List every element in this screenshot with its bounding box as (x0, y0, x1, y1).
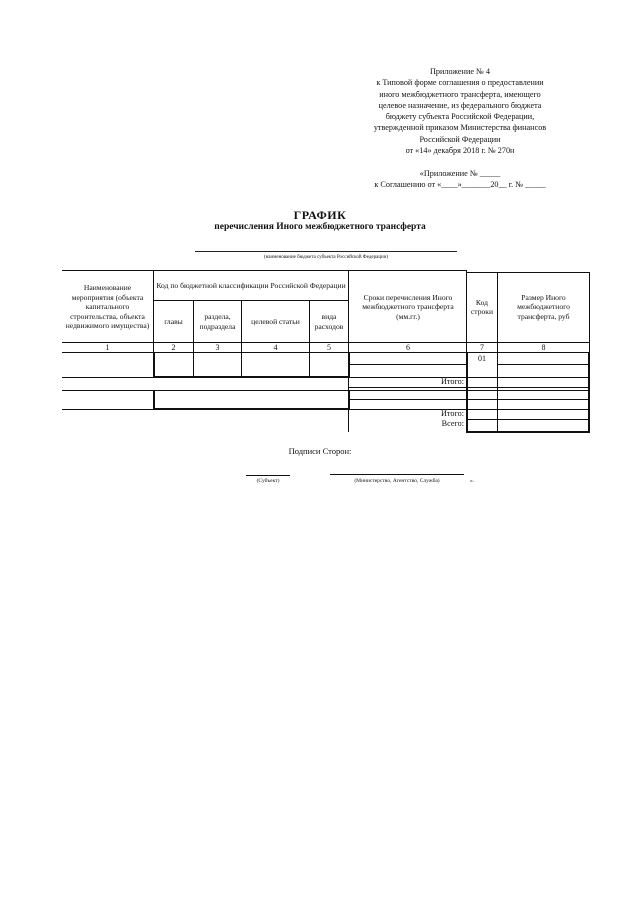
signature-line-ministry (330, 474, 464, 475)
agreement-annex-block (340, 168, 580, 191)
document-subtitle: перечисления Иного межбюджетного трансферта (214, 222, 426, 232)
col-number: 7 (480, 343, 484, 352)
end-mark: ». (469, 478, 475, 484)
agreement-line: к Соглашению от «____»_______20__ г. № _____ (374, 180, 546, 190)
thick-divider (588, 352, 590, 432)
annex-line: утвержденной приказом Министерства финансов (373, 123, 547, 133)
annex-line: Российской Федерации (419, 134, 501, 144)
header-glavy: главы (164, 316, 183, 326)
header-bk: Код по бюджетной классификации Российской Федерации (156, 281, 346, 291)
col-number: 1 (105, 343, 110, 352)
row-line (62, 409, 590, 410)
itogo-label: Итого: (441, 409, 464, 418)
header-name: Наименование мероприятия (объекта капитального строительства, объекта недвижимого имущества) (65, 283, 150, 331)
annex-line: целевое назначение, из федерального бюджета (378, 100, 542, 110)
header-razmer: Размер Иного межбюджетного трансферта, руб (517, 292, 570, 321)
col-number: 5 (327, 343, 331, 352)
agreement-line: «Приложение № _____ (419, 169, 501, 178)
table-bottom (466, 431, 590, 433)
annex-line: от «14» декабря 2018 г. № 270н (405, 146, 515, 156)
signature-caption-ministry: (Министерство, Агентство, Служба) (354, 478, 440, 484)
col-number: 6 (406, 343, 410, 352)
header-kod: Код строки (470, 297, 494, 316)
header-razdela: раздела, подраздела (199, 312, 236, 331)
block2-top (153, 390, 349, 391)
numbers-bottom-border (62, 352, 590, 353)
annex-block (330, 66, 590, 156)
thick-divider (466, 352, 468, 432)
signature-line-subject (246, 475, 290, 476)
row-line (349, 364, 467, 365)
header-sroki: Сроки перечисления Иного межбюджетного трансферта (мм.гг.) (362, 292, 454, 321)
block2-left (153, 390, 155, 409)
col-number: 3 (215, 343, 220, 352)
row-code: 01 (478, 354, 486, 363)
signature-caption-subject: (Субъект) (256, 478, 280, 484)
annex-line: иного межбюджетного трансферта, имеющего (379, 89, 541, 99)
annex-line: бюджету субъекта Российской Федерации, (385, 112, 535, 122)
header-vida: вида расходов (314, 312, 344, 331)
row-line (497, 364, 590, 365)
row-line (349, 387, 590, 388)
row-line (62, 377, 590, 378)
row-line (466, 419, 590, 420)
annex-line: Приложение № 4 (430, 67, 490, 76)
signatures-title: Подписи Сторон: (288, 446, 352, 456)
table-top-border (62, 270, 466, 271)
subject-line (195, 251, 457, 252)
annex-line: к Типовой форме соглашения о предоставлении (376, 78, 544, 88)
document-title: ГРАФИК (293, 208, 347, 222)
block1-left (153, 352, 155, 377)
itogo-label: Итого: (441, 377, 464, 386)
col-number: 8 (541, 343, 546, 352)
vsego-label: Всего: (441, 419, 464, 428)
header-celevoy: целевой статьи (251, 316, 300, 326)
row-line (349, 399, 590, 400)
col-number: 4 (273, 343, 278, 352)
subject-caption: (наименование бюджета субъекта Российской Федерации) (263, 255, 389, 260)
col-number: 2 (171, 343, 176, 352)
